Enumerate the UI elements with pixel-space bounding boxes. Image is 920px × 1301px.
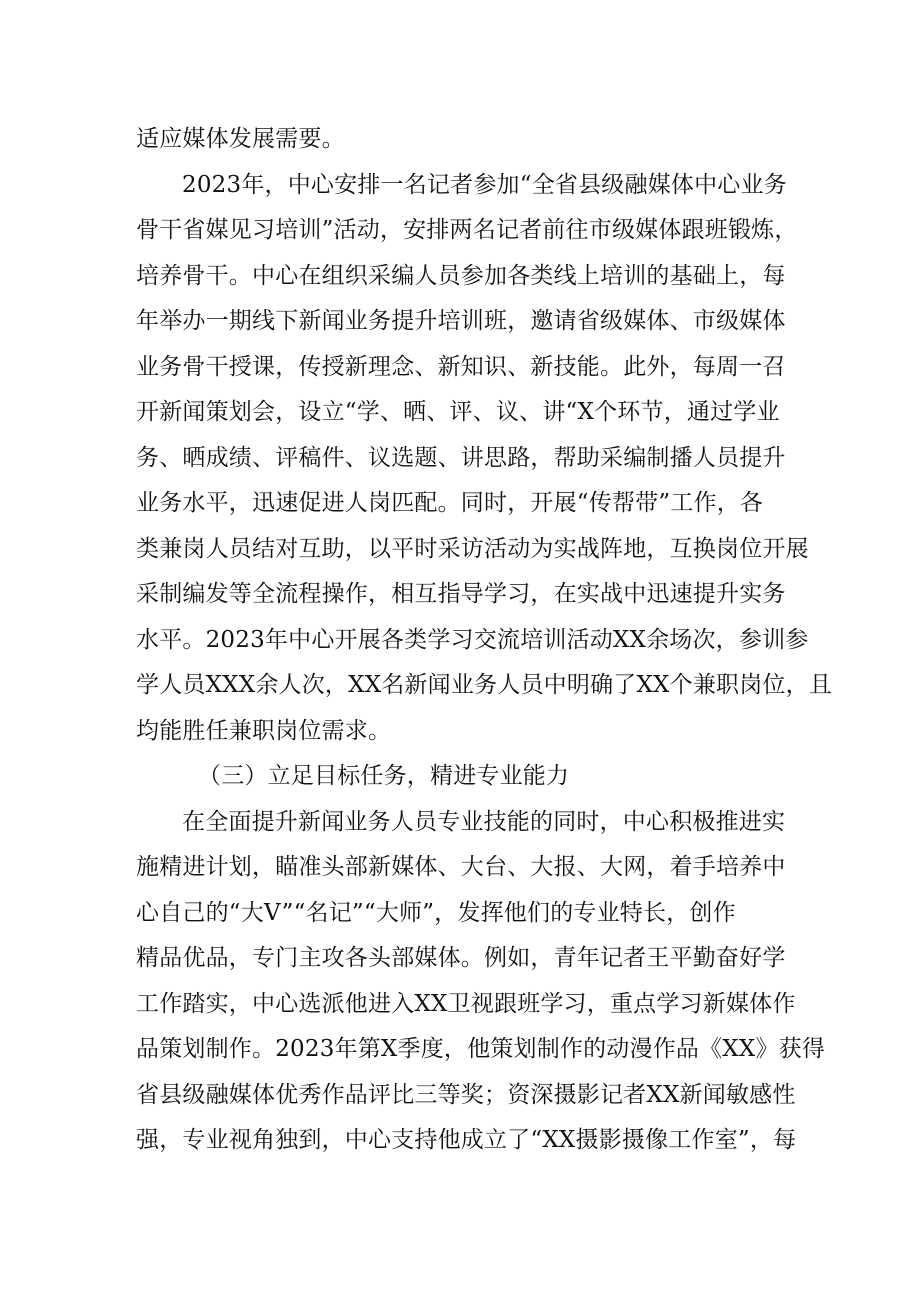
text-line: 均能胜任兼职岗位需求。	[136, 718, 392, 744]
text-line: 采制编发等全流程操作，相互指导学习，在实战中迅速提升实务	[136, 581, 786, 607]
text-line: 务、晒成绩、评稿件、议选题、讲思路，帮助采编制播人员提升	[136, 445, 786, 471]
text-line: 在全面提升新闻业务人员专业技能的同时，中心积极推进实	[182, 809, 786, 835]
section-heading: （三）立足目标任务，精进专业能力	[198, 763, 570, 789]
text-line: 省县级融媒体优秀作品评比三等奖；资深摄影记者XX新闻敏感性	[136, 1082, 796, 1108]
text-line: 工作踏实，中心选派他进入XX卫视跟班学习，重点学习新媒体作	[136, 991, 796, 1017]
text-line: 强，专业视角独到，中心支持他成立了“XX摄影摄像工作室”，每	[136, 1127, 797, 1153]
text-line: 品策划制作。2023年第X季度，他策划制作的动漫作品《XX》获得	[136, 1036, 826, 1062]
text-line: 类兼岗人员结对互助，以平时采访活动为实战阵地，互换岗位开展	[136, 536, 809, 562]
text-line: 精品优品，专门主攻各头部媒体。例如，青年记者王平勤奋好学	[136, 945, 786, 971]
text-line: 业务骨干授课，传授新理念、新知识、新技能。此外，每周一召	[136, 354, 786, 380]
text-line: 水平。2023年中心开展各类学习交流培训活动XX余场次，参训参	[136, 627, 809, 653]
text-line: 培养骨干。中心在组织采编人员参加各类线上培训的基础上，每	[136, 263, 786, 289]
text-line: 心自己的“大V”“名记”“大师”，发挥他们的专业特长，创作	[136, 900, 736, 926]
text-line: 年举办一期线下新闻业务提升培训班，邀请省级媒体、市级媒体	[136, 308, 786, 334]
text-line: 学人员XXX余人次，XX名新闻业务人员中明确了XX个兼职岗位，且	[136, 672, 833, 698]
text-line: 业务水平，迅速促进人岗匹配。同时，开展“传帮带”工作，各	[136, 490, 764, 516]
text-line: 开新闻策划会，设立“学、晒、评、议、讲“X个环节，通过学业	[136, 399, 780, 425]
text-line: 2023年，中心安排一名记者参加“全省县级融媒体中心业务	[182, 172, 787, 198]
text-line: 适应媒体发展需要。	[136, 126, 345, 152]
text-line: 施精进计划，瞄准头部新媒体、大台、大报、大网，着手培养中	[136, 854, 786, 880]
text-line: 骨干省媒见习培训”活动，安排两名记者前往市级媒体跟班锻炼，	[136, 217, 798, 243]
